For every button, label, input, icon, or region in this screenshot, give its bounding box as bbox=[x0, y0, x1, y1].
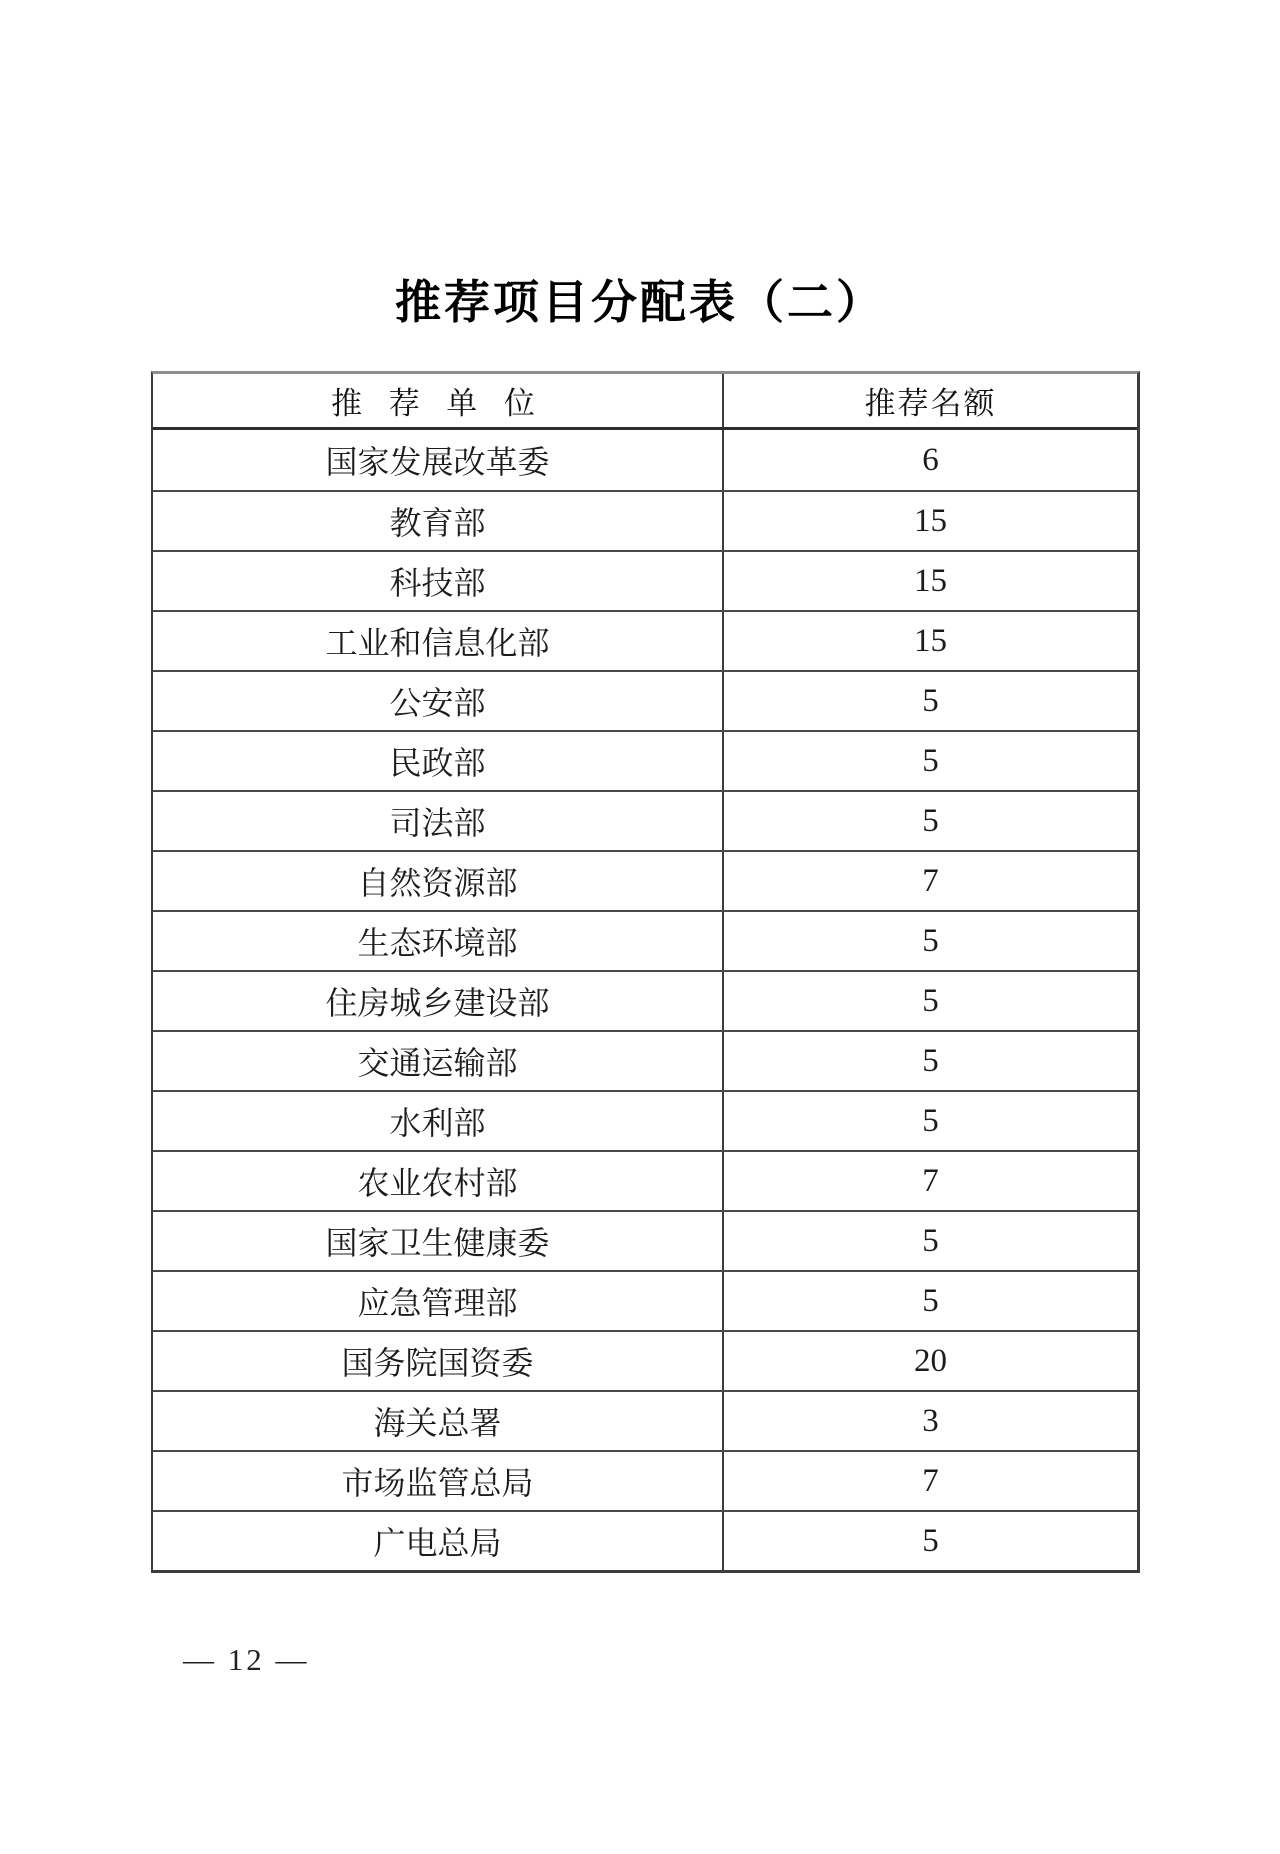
unit-cell: 自然资源部 bbox=[153, 852, 724, 910]
table-row bbox=[153, 970, 1137, 1030]
table-row bbox=[153, 430, 1137, 490]
quota-cell: 5 bbox=[922, 982, 939, 1019]
table-row bbox=[153, 1030, 1137, 1090]
quota-cell: 5 bbox=[922, 742, 939, 779]
quota-cell: 5 bbox=[922, 682, 939, 719]
table-row bbox=[153, 610, 1137, 670]
table-row bbox=[153, 490, 1137, 550]
table-row bbox=[153, 1150, 1137, 1210]
table-row bbox=[153, 1210, 1137, 1270]
unit-cell: 交通运输部 bbox=[153, 1032, 724, 1090]
unit-cell: 农业农村部 bbox=[153, 1152, 724, 1210]
page-title: 推荐项目分配表（二） bbox=[395, 277, 885, 328]
allocation-table bbox=[151, 371, 1140, 1573]
quota-cell: 6 bbox=[922, 441, 939, 478]
unit-cell: 工业和信息化部 bbox=[153, 612, 724, 670]
unit-cell: 水利部 bbox=[153, 1092, 724, 1150]
column-header-unit: 推 荐 单 位 bbox=[153, 374, 724, 427]
unit-cell: 国务院国资委 bbox=[153, 1332, 724, 1390]
quota-cell: 3 bbox=[922, 1402, 939, 1439]
page-number: — 12 — bbox=[183, 1642, 310, 1677]
table-header-row bbox=[153, 374, 1137, 430]
unit-cell: 公安部 bbox=[153, 672, 724, 730]
quota-cell: 7 bbox=[922, 1162, 939, 1199]
unit-cell: 市场监管总局 bbox=[153, 1452, 724, 1510]
quota-cell: 5 bbox=[922, 1102, 939, 1139]
quota-cell: 15 bbox=[914, 502, 947, 539]
unit-cell: 广电总局 bbox=[153, 1512, 724, 1570]
unit-cell: 民政部 bbox=[153, 732, 724, 790]
quota-cell: 5 bbox=[922, 1522, 939, 1559]
column-header-quota: 推荐名额 bbox=[864, 386, 997, 421]
table-row bbox=[153, 790, 1137, 850]
unit-cell: 国家发展改革委 bbox=[153, 430, 724, 490]
quota-cell: 20 bbox=[914, 1342, 947, 1379]
quota-cell: 5 bbox=[922, 1282, 939, 1319]
quota-cell: 15 bbox=[914, 562, 947, 599]
table-row bbox=[153, 1390, 1137, 1450]
quota-cell: 5 bbox=[922, 1222, 939, 1259]
table-row bbox=[153, 1090, 1137, 1150]
quota-cell: 5 bbox=[922, 922, 939, 959]
unit-cell: 海关总署 bbox=[153, 1392, 724, 1450]
unit-cell: 教育部 bbox=[153, 492, 724, 550]
table-row bbox=[153, 1330, 1137, 1390]
unit-cell: 司法部 bbox=[153, 792, 724, 850]
table-row bbox=[153, 1510, 1137, 1570]
quota-cell: 5 bbox=[922, 802, 939, 839]
table-row bbox=[153, 910, 1137, 970]
table-row bbox=[153, 1270, 1137, 1330]
table-row bbox=[153, 550, 1137, 610]
quota-cell: 7 bbox=[922, 1462, 939, 1499]
table-row bbox=[153, 670, 1137, 730]
unit-cell: 应急管理部 bbox=[153, 1272, 724, 1330]
table-row bbox=[153, 850, 1137, 910]
table-row bbox=[153, 730, 1137, 790]
unit-cell: 住房城乡建设部 bbox=[153, 972, 724, 1030]
table-row bbox=[153, 1450, 1137, 1510]
unit-cell: 科技部 bbox=[153, 552, 724, 610]
quota-cell: 5 bbox=[922, 1042, 939, 1079]
quota-cell: 7 bbox=[922, 862, 939, 899]
unit-cell: 国家卫生健康委 bbox=[153, 1212, 724, 1270]
unit-cell: 生态环境部 bbox=[153, 912, 724, 970]
quota-cell: 15 bbox=[914, 622, 947, 659]
